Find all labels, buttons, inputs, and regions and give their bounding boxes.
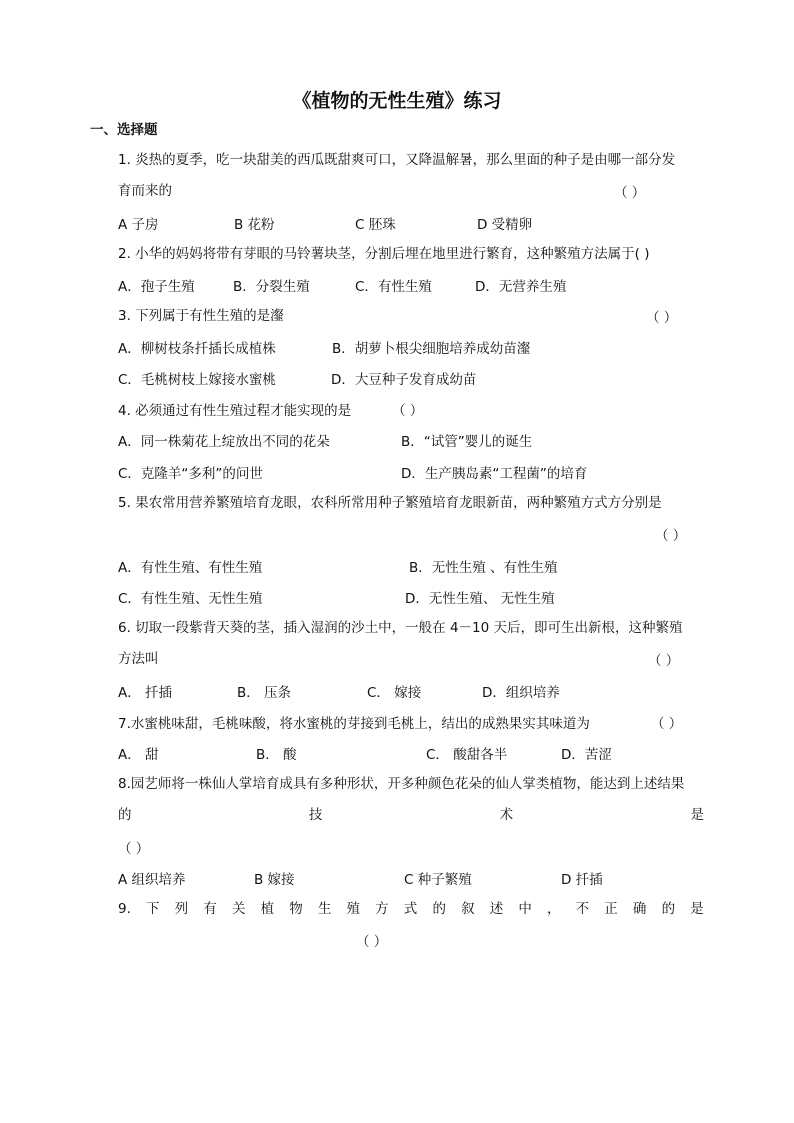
q9-char: 关 [231, 901, 246, 917]
q2-option-d: D．无营养生殖 [475, 279, 567, 295]
q4-option-d: D．生产胰岛素“工程菌”的培育 [401, 466, 588, 482]
q4-option-c: C．克隆羊“多利”的问世 [118, 466, 263, 482]
q9-char: 方 [375, 901, 389, 917]
answer-blank-3: （ ） [646, 310, 678, 326]
q4-option-b: B．“试管”婴儿的诞生 [401, 434, 533, 450]
q8-option-d: D 扦插 [561, 872, 603, 888]
q9-char: 列 [174, 901, 189, 917]
q9-char: 正 [604, 901, 618, 917]
q9-char: 生 [317, 901, 332, 917]
q6-option-b: B． 压条 [237, 685, 292, 701]
q9-char: 植 [260, 901, 275, 917]
q9-char: 下 [146, 901, 160, 917]
question-4-text: 4. 必须通过有性生殖过程才能实现的是 [118, 403, 352, 419]
q7-option-b: B． 酸 [256, 747, 297, 763]
q1-option-c: C 胚珠 [355, 217, 396, 233]
answer-blank-4: （ ） [392, 403, 424, 419]
q9-char: 9. [118, 901, 131, 917]
q9-char: 述 [489, 901, 504, 917]
q3-option-b: B．胡萝卜根尖细胞培养成幼苗瀣 [332, 341, 531, 357]
q8-word: 是 [690, 807, 704, 823]
question-8-text-cont [118, 805, 704, 825]
q1-option-d: D 受精卵 [477, 217, 533, 233]
question-6-text-cont: 方法叫 [118, 651, 159, 667]
question-1-text: 1. 炎热的夏季，吃一块甜美的西瓜既甜爽可口，又降温解暑，那么里面的种子是由哪一部分发 [118, 152, 676, 168]
q5-option-a: A．有性生殖、有性生殖 [118, 560, 263, 576]
q4-option-a: A．同一株菊花上绽放出不同的花朵 [118, 434, 330, 450]
q5-option-b: B．无性生殖 、有性生殖 [409, 560, 558, 576]
q8-word: 的 [118, 807, 132, 823]
q5-option-d: D．无性生殖、 无性生殖 [405, 591, 555, 607]
q9-char: 式 [403, 901, 418, 917]
question-1-text-cont: 育而来的 [118, 183, 172, 199]
q8-word: 技 [308, 807, 323, 823]
answer-blank-9: （ ） [356, 934, 388, 950]
q9-char: 不 [575, 901, 590, 917]
q3-option-c: C．毛桃树枝上嫁接水蜜桃 [118, 372, 276, 388]
q9-char: 有 [203, 901, 217, 917]
q7-option-d: D．苦涩 [561, 747, 612, 763]
answer-blank-8: （ ） [118, 841, 150, 857]
q9-char: 是 [690, 901, 704, 917]
answer-blank-7: （ ） [651, 716, 683, 732]
question-5-text: 5. 果农常用营养繁殖培育龙眼，农科所常用种子繁殖培育龙眼新苗，两种繁殖方式方分别是 [118, 495, 662, 511]
q3-option-d: D．大豆种子发育成幼苗 [331, 372, 477, 388]
q5-option-c: C．有性生殖、无性生殖 [118, 591, 263, 607]
q6-option-c: C． 嫁接 [367, 685, 422, 701]
answer-blank-1: （ ） [614, 185, 646, 201]
answer-blank-6: （ ） [648, 653, 680, 669]
question-9-text [118, 899, 704, 919]
q1-option-a: A 子房 [118, 217, 159, 233]
q9-char: 确 [632, 901, 647, 917]
q6-option-d: D．组织培养 [482, 685, 560, 701]
q6-option-a: A． 扦插 [118, 685, 173, 701]
q9-char: 中 [518, 901, 532, 917]
q3-option-a: A．柳树枝条扦插长成植株 [118, 341, 276, 357]
q8-word: 术 [499, 807, 514, 823]
q8-option-c: C 种子繁殖 [404, 872, 472, 888]
q9-char: 殖 [346, 901, 361, 917]
q7-option-a: A． 甜 [118, 747, 159, 763]
q1-option-b: B 花粉 [234, 217, 275, 233]
question-6-text: 6. 切取一段紫背天葵的茎，插入湿润的沙土中，一般在 4－10 天后，即可生出新根，这种繁殖 [118, 620, 683, 636]
q2-option-b: B．分裂生殖 [233, 279, 310, 295]
question-8-text: 8.园艺师将一株仙人掌培育成具有多种形状，开多种颜色花朵的仙人掌类植物，能达到上述结果 [118, 776, 685, 792]
section-heading: 一、选择题 [90, 122, 158, 138]
q7-option-c: C． 酸甜各半 [426, 747, 508, 763]
q9-char: 物 [289, 901, 303, 917]
q9-char: ， [547, 901, 561, 917]
q9-char: 的 [432, 901, 446, 917]
answer-blank-5: （ ） [655, 528, 687, 544]
question-7-text: 7.水蜜桃味甜，毛桃味酸，将水蜜桃的芽接到毛桃上，结出的成熟果实其味道为 [118, 716, 590, 732]
page-title: 《植物的无性生殖》练习 [292, 90, 502, 112]
question-2-text: 2. 小华的妈妈将带有芽眼的马铃薯块茎，分割后埋在地里进行繁育，这种繁殖方法属于( ) [118, 246, 650, 262]
q9-char: 的 [661, 901, 676, 917]
question-3-text: 3. 下列属于有性生殖的是瀣 [118, 308, 284, 324]
q2-option-a: A．孢子生殖 [118, 279, 195, 295]
q8-option-b: B 嫁接 [254, 872, 295, 888]
q9-char: 叙 [461, 901, 475, 917]
q2-option-c: C．有性生殖 [355, 279, 432, 295]
q8-option-a: A 组织培养 [118, 872, 186, 888]
